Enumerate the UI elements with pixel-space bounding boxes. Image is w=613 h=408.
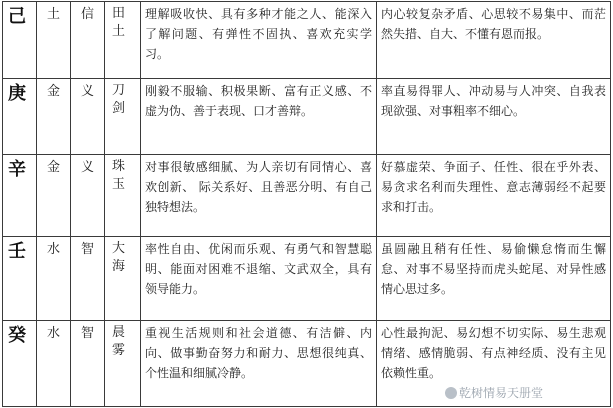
virtue-cell: 智: [71, 237, 105, 321]
stem-cell: 庚: [3, 79, 37, 155]
strengths-cell: 理解吸收快、具有多种才能之人、能深入了解问题、有弹性不固执、喜欢充实学习。: [141, 2, 377, 79]
element-cell: 水: [37, 321, 71, 407]
weaknesses-cell: 率直易得罪人、冲动易与人冲突、自我表现欲强、对事粗率不细心。: [377, 79, 611, 155]
table-row: [3, 237, 611, 321]
stem-cell: 己: [3, 2, 37, 79]
weaknesses-cell: 心性最拘泥、易幻想不切实际、易生悲观情绪、感情脆弱、有点神经质、没有主见依赖性重。: [377, 321, 611, 407]
table-row: [3, 79, 611, 155]
stem-cell: 辛: [3, 155, 37, 237]
stem-cell: 癸: [3, 321, 37, 407]
element-cell: 土: [37, 2, 71, 79]
watermark-text: 乾树情易天册堂: [459, 386, 544, 400]
strengths-cell: 重视生活规则和社会道德、有洁僻、内向、做事勤奋努力和耐力、思想很纯真、个性温和细腻冷静。: [141, 321, 377, 407]
image-cell: 珠玉: [105, 155, 141, 237]
table-row: [3, 155, 611, 237]
stem-cell: 壬: [3, 237, 37, 321]
image-cell: 田土: [105, 2, 141, 79]
heavenly-stems-table: [2, 1, 610, 406]
virtue-cell: 智: [71, 321, 105, 407]
image-cell: 晨雾: [105, 321, 141, 407]
virtue-cell: 义: [71, 155, 105, 237]
strengths-cell: 刚毅不服输、积极果断、富有正义感、不虚为伪、善于表现、口才善辩。: [141, 79, 377, 155]
element-cell: 金: [37, 79, 71, 155]
weaknesses-cell: 好慕虚荣、争面子、任性、很在乎外表、易贪求名利而失理性、意志薄弱经不起要求和打击。: [377, 155, 611, 237]
weaknesses-cell: 虽圆融且稍有任性、易偷懒怠惰而生懈怠、对事不易坚持而虎头蛇尾、对异性感情心思过多。: [377, 237, 611, 321]
element-cell: 水: [37, 237, 71, 321]
wechat-icon: [445, 387, 457, 399]
table-row: [3, 2, 611, 79]
image-cell: 刀剑: [105, 79, 141, 155]
weaknesses-cell: 内心较复杂矛盾、心思较不易集中、而茫然失措、自大、不懂有恩而报。: [377, 2, 611, 79]
virtue-cell: 信: [71, 2, 105, 79]
watermark: [443, 385, 545, 401]
strengths-cell: 率性自由、优闲而乐观、有勇气和智慧聪明、能面对困难不退缩、文武双全，具有领导能力。: [141, 237, 377, 321]
virtue-cell: 义: [71, 79, 105, 155]
strengths-cell: 对事很敏感细腻、为人亲切有同情心、喜欢创新、 际关系好、且善恶分明、有自己独特想法。: [141, 155, 377, 237]
image-cell: 大海: [105, 237, 141, 321]
personality-table: [2, 1, 611, 407]
element-cell: 金: [37, 155, 71, 237]
